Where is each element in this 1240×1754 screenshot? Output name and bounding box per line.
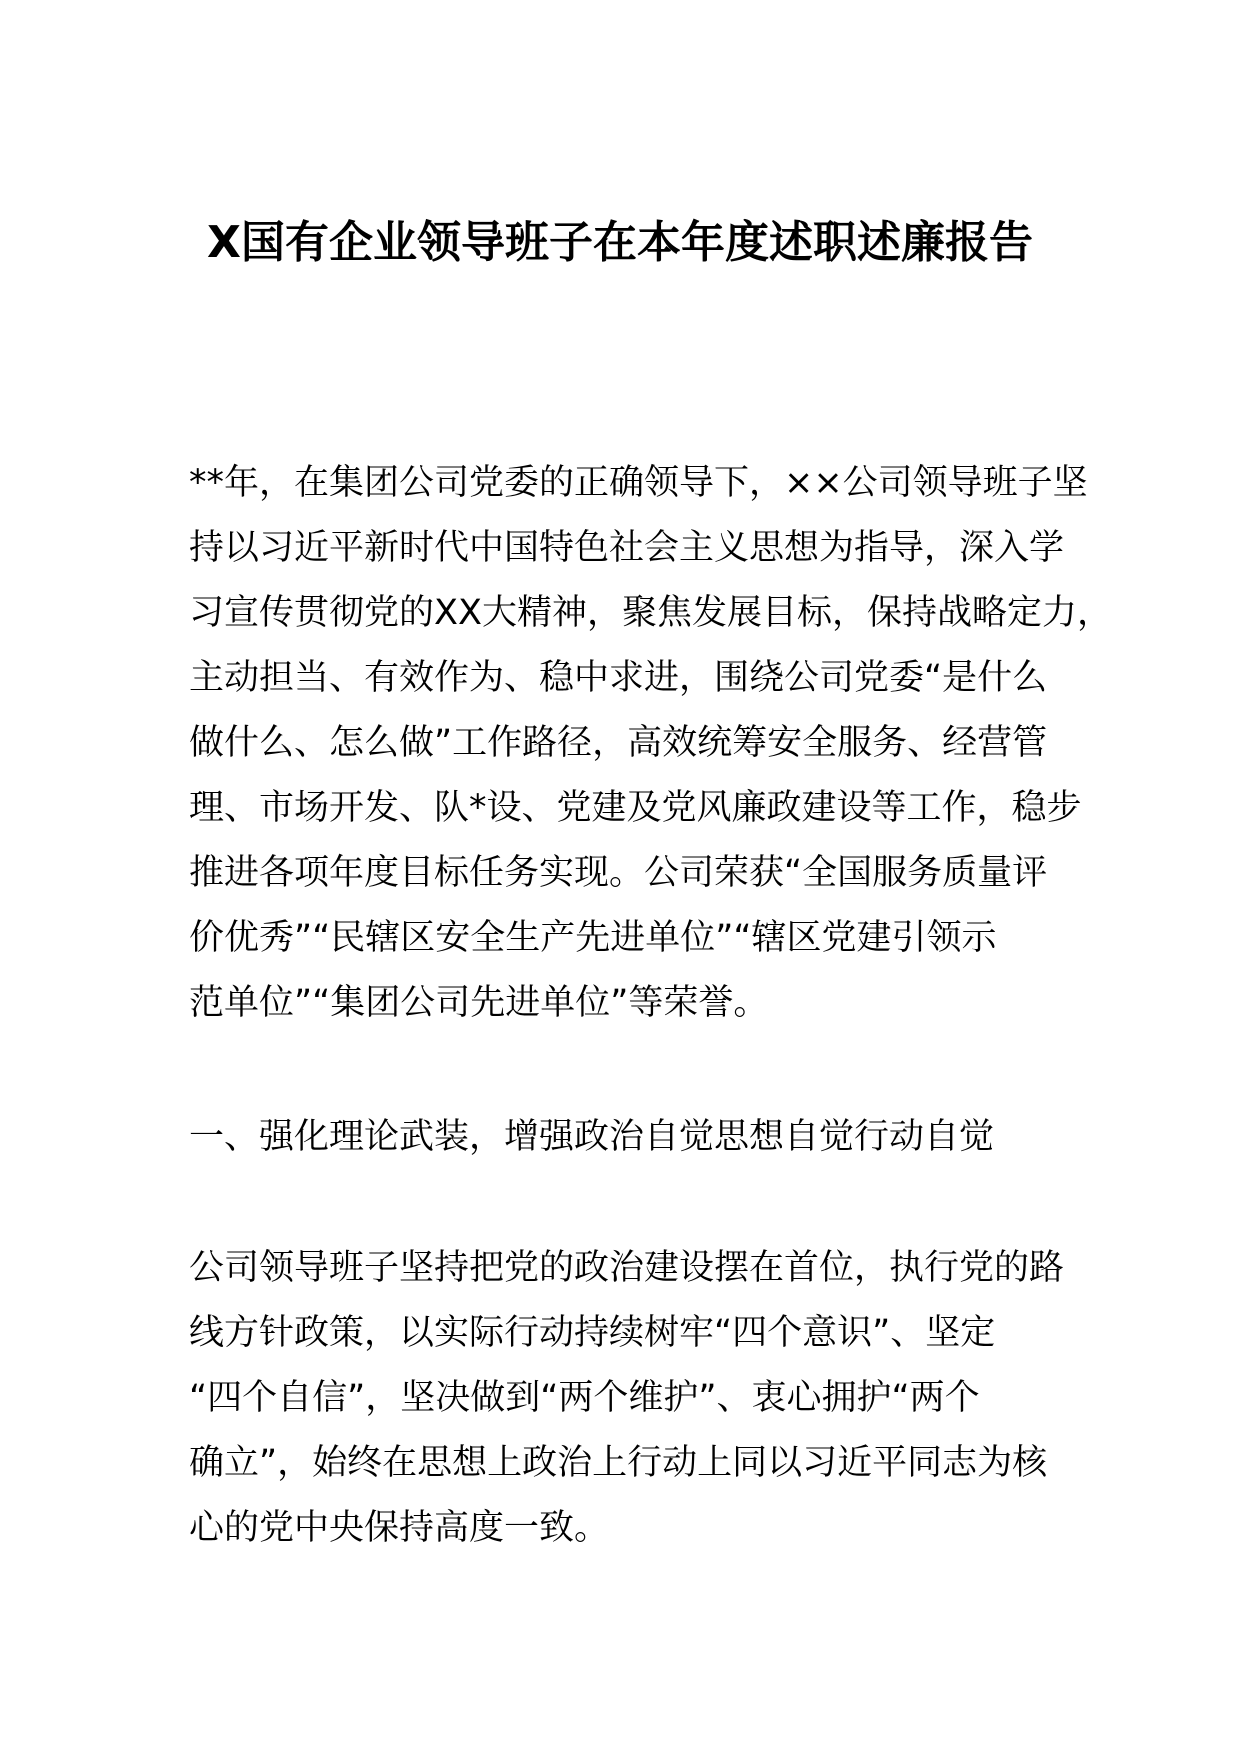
text-line: “四个自信”，坚决做到“两个维护”、衷心拥护“两个	[189, 1378, 980, 1418]
text-line: 推进各项年度目标任务实现。公司荣获“全国服务质量评	[189, 853, 1048, 893]
text-line: 心的党中央保持高度一致。	[189, 1508, 610, 1548]
document-title: X国有企业领导班子在本年度述职述廉报告	[207, 217, 1033, 268]
text-line: **年，在集团公司党委的正确领导下，××公司领导班子坚	[189, 463, 1088, 503]
text-line: 线方针政策，以实际行动持续树牢“四个意识”、坚定	[189, 1313, 996, 1353]
text-line: 确立”，始终在思想上政治上行动上同以习近平同志为核	[189, 1443, 1048, 1483]
text-line: 主动担当、有效作为、稳中求进，围绕公司党委“是什么	[189, 658, 1048, 698]
text-line: 范单位”“集团公司先进单位”等荣誉。	[189, 983, 769, 1023]
text-line: 价优秀”“民辖区安全生产先进单位”“辖区党建引领示	[189, 918, 997, 958]
text-line: 理、市场开发、队*设、党建及党风廉政建设等工作，稳步	[189, 788, 1082, 828]
text-line: 习宣传贯彻党的XX大精神，聚焦发展目标，保持战略定力，	[189, 593, 1112, 633]
text-line: 公司领导班子坚持把党的政治建设摆在首位，执行党的路	[189, 1248, 1065, 1288]
text-line: 做什么、怎么做”工作路径，高效统筹安全服务、经营管	[189, 723, 1048, 763]
section-heading: 一、强化理论武装，增强政治自觉思想自觉行动自觉	[189, 1117, 995, 1157]
text-line: 持以习近平新时代中国特色社会主义思想为指导，深入学	[189, 528, 1065, 568]
